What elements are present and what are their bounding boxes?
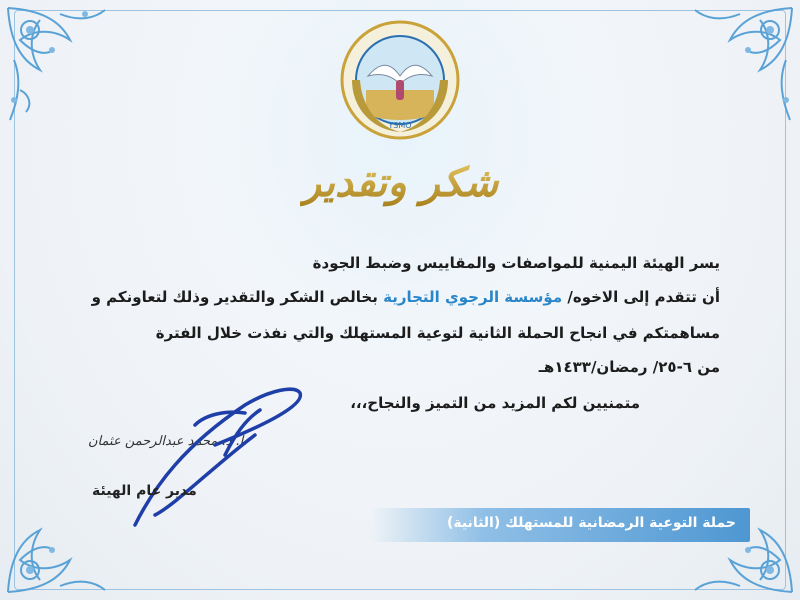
date-line: من ٦-٢٥/ رمضان/١٤٣٣هـ xyxy=(538,358,720,376)
recipient-name: مؤسسة الرجوي التجارية xyxy=(383,288,563,306)
emblem-abbr: YSMO xyxy=(388,121,412,130)
ysmo-emblem-logo xyxy=(338,18,462,142)
closing-line: متمنيين لكم المزيد من التميز والنجاح،،، xyxy=(350,394,640,412)
signatory-title: مدير عام الهيئة xyxy=(92,483,197,499)
body-line-1: يسر الهيئة اليمنية للمواصفات والمقاييس وضبط الجودة xyxy=(312,254,720,272)
certificate-title xyxy=(300,140,500,220)
body-line-3: مساهمتكم في انجاح الحملة الثانية لتوعية المستهلك والتي نفذت خلال الفترة xyxy=(155,324,720,342)
title-text: شكر وتقدير xyxy=(301,159,499,206)
body-line-2 xyxy=(92,288,720,306)
handwritten-signature xyxy=(95,365,315,535)
corner-ornament-top-right xyxy=(690,0,800,130)
corner-ornament-top-left xyxy=(0,0,110,130)
signatory-name: أ. د. محمد عبدالرحمن عثمان xyxy=(88,434,244,449)
campaign-banner xyxy=(370,508,750,542)
campaign-banner-text: حملة التوعية الرمضانية للمستهلك (الثانية) xyxy=(446,515,736,531)
recipient-suffix: بخالص الشكر والتقدير وذلك لتعاونكم و xyxy=(91,288,378,306)
recipient-prefix: أن تتقدم إلى الاخوه/ xyxy=(567,288,720,306)
